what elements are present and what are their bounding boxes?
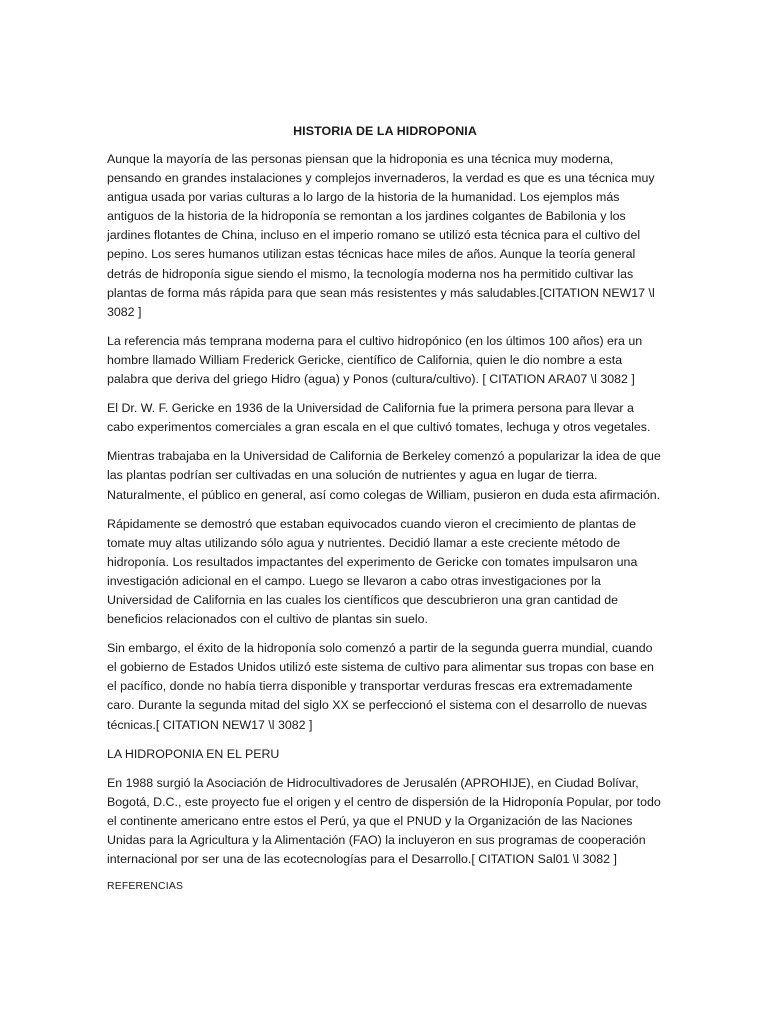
document-body: [107, 122, 663, 895]
paragraph-peru: En 1988 surgió la Asociación de Hidrocultivadores de Jerusalén (APROHIJE), en Ciudad Bolívar, Bogotá, D.C., este proyecto fue el origen y el centro de dispersión de la Hidroponía Popular, por todo el continente americano entre estos el Perú, ya que el PNUD y la Organización de las Naciones Unidas para la Agricultura y la Alimentación (FAO) la incluyeron en sus programas de cooperación internacional por ser una de las ecotecnologías para el Desarrollo.[ CITATION Sal01 \l 3082 ]: [107, 775, 661, 866]
paragraph-gericke-reference: La referencia más temprana moderna para el cultivo hidropónico (en los últimos 100 años) era un hombre llamado William Frederick Gericke, científico de California, quien le dio nombre a esta palabra que deriva del griego Hidro (agua) y Ponos (cultura/cultivo). [ CITATION ARA07 \l 3082 ]: [107, 333, 643, 387]
document-title: HISTORIA DE LA HIDROPONIA: [293, 124, 477, 138]
paragraph-world-war: Sin embargo, el éxito de la hidroponía solo comenzó a partir de la segunda guerra mundial, cuando el gobierno de Estados Unidos utilizó este sistema de cultivo para alimentar sus tropas con base en el pacífico, donde no había tierra disponible y transportar verduras frescas era extremadamente caro. Durante la segunda mitad del siglo XX se perfeccionó el sistema con el desarrollo de nuevas técnicas.[ CITATION NEW17 \l 3082 ]: [107, 641, 654, 732]
paragraph-tomato-results: Rápidamente se demostró que estaban equivocados cuando vieron el crecimiento de plantas de tomate muy altas utilizando sólo agua y nutrientes. Decidió llamar a este creciente método de hidroponía. Los resultados impactantes del experimento de Gericke con tomates impulsaron una investigación adicional en el campo. Luego se llevaron a cabo otras investigaciones por la Universidad de California en las cuales los científicos que descubrieron una gran cantidad de beneficios relacionados con el cultivo de plantas sin suelo.: [107, 516, 638, 627]
paragraph-berkeley: Mientras trabajaba en la Universidad de California de Berkeley comenzó a popularizar la idea de que las plantas podrían ser cultivadas en una solución de nutrientes y agua en lugar de tierra. Naturalmente, el público en general, así como colegas de William, pusieron en duda esta afirmación.: [107, 449, 661, 502]
paragraph-gericke-1936: El Dr. W. F. Gericke en 1936 de la Universidad de California fue la primera persona para llevar a cabo experimentos comerciales a gran escala en el que cultivó tomates, lechuga y otros vegetales.: [107, 401, 651, 435]
paragraph-intro: Aunque la mayoría de las personas piensan que la hidroponia es una técnica muy moderna, pensando en grandes instalaciones y complejos invernaderos, la verdad es que es una técnica muy antigua usada por varias culturas a lo largo de la historia de la humanidad. Los ejemplos más antiguos de la historia de la hidroponía se remontan a los jardines colgantes de Babilonia y los jardines flotantes de China, incluso en el imperio romano se utilizó esta técnica para el cultivo del pepino. Los seres humanos utilizan estas técnicas hace miles de años. Aunque la teoría general detrás de hidroponía sigue siendo el mismo, la tecnología moderna nos ha permitido cultivar las plantas de forma más rápida para que sean más resistentes y más saludables.[CITATION NEW17 \l 3082 ]: [107, 152, 655, 319]
references-heading: REFERENCIAS: [107, 881, 184, 893]
section-heading-peru: LA HIDROPONIA EN EL PERU: [107, 746, 280, 761]
